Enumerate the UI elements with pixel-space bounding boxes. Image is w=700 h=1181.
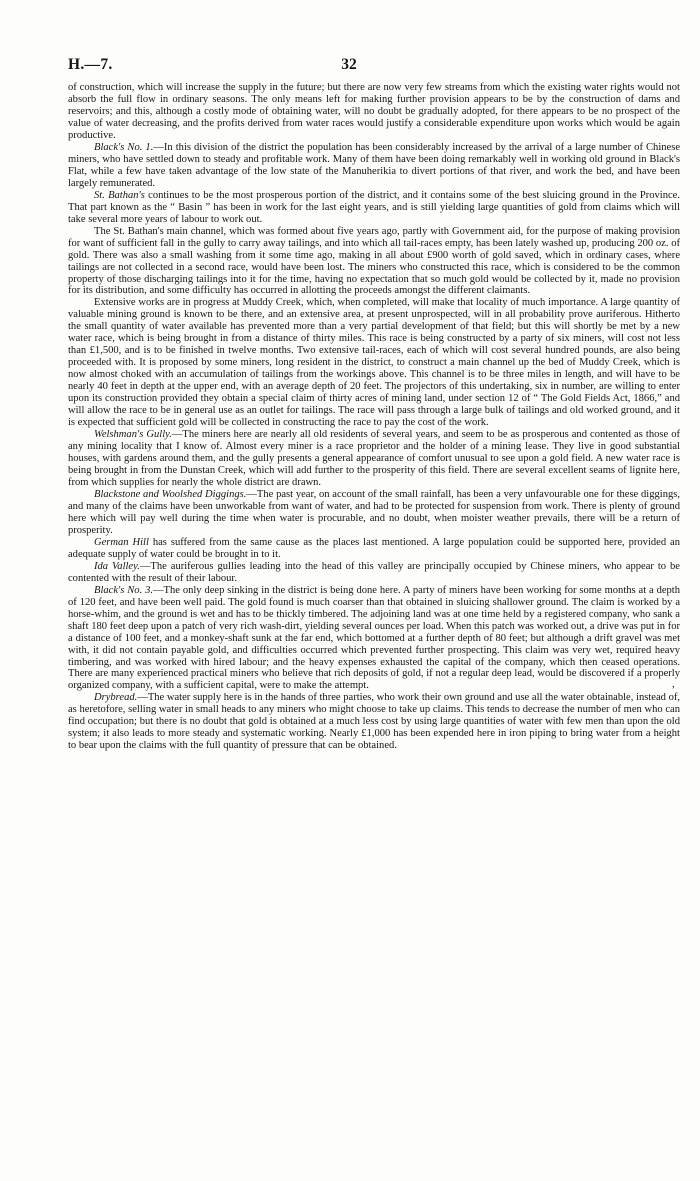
paragraph-st-bathans: St. Bathan's continues to be the most prosperous portion of the district, and it contains some of the best sluicing ground in the Province. That part known as the “ Basin ” has been in work for the last eight years, and is still yielding large quantities of gold from claims which will take several more years of labour to work out. xyxy=(68,189,680,225)
document-reference: H.—7. xyxy=(68,56,113,73)
section-heading: Ida Valley. xyxy=(94,560,140,572)
section-heading: Welshman's Gully. xyxy=(94,429,172,441)
section-heading: German Hill xyxy=(94,536,149,548)
report-body xyxy=(68,82,680,752)
section-heading: Drybread. xyxy=(94,692,138,704)
paragraph-continuation: of construction, which will increase the supply in the future; but there are now very few streams from which the existing water rights would not absorb the full flow in ordinary seasons. The only means left for making further provision appears to be by the construction of dams and reservoirs; and this, although a costly mode of obtaining water, will no doubt be gradually adopted, for there appears to be no prospect of the value of water decreasing, and the profits derived from water races would justify a considerable expenditure upon works which would be again productive. xyxy=(68,82,680,141)
paragraph-german-hill: German Hill has suffered from the same cause as the places last mentioned. A large population could be supported here, provided an adequate supply of water could be brought in to it. xyxy=(68,536,680,560)
paragraph-blackstone-woolshed: Blackstone and Woolshed Diggings.—The past year, on account of the small rainfall, has been a very unfavourable one for these diggings, and many of the claims have been unworkable from want of water, and had to be protected for suspension from work. There is plenty of ground here which will pay well during the time when water is procurable, and no doubt, when moister weather prevails, there will be a return of prosperity. xyxy=(68,488,680,536)
paragraph-muddy-creek: Extensive works are in progress at Muddy Creek, which, when completed, will make that locality of much importance. A large quantity of valuable mining ground is known to be there, and an extensive area, at present unprospected, will in all probability prove auriferous. Hitherto the small quantity of water available has prevented more than a very partial development of that field; but this will shortly be met by a new water race, which is being brought in from a distance of thirty miles. This race is being constructed by a party of six miners, will cost not less than £1,500, and is to be finished in twelve months. Two extensive tail-races, each of which will cost several hundred pounds, are also being proceeded with. It is proposed by some miners, long resident in the district, to construct a main channel up the bed of Muddy Creek, which is now almost choked with an accumulation of tailings from the workings above. This channel is to be three miles in length, and will have to be nearly 40 feet in depth at the upper end, with an average depth of 20 feet. The projectors of this undertaking, six in number, are willing to enter upon its construction provided they obtain a special claim of thirty acres of mining land, under section 12 of “ The Gold Fields Act, 1866,” and will allow the race to be in general use as an outlet for tailings. The race will pass through a large bulk of tailings and old worked ground, and it is expected that sufficient gold will be collected in constructing the race to pay the cost of the work. xyxy=(68,297,680,429)
paragraph-drybread: Drybread.—The water supply here is in the hands of three parties, who work their own ground and use all the water obtainable, instead of, as heretofore, selling water in small heads to any miners who might choose to take up claims. This tends to decrease the number of men who can find occupation; but there is no doubt that gold is obtained at a much less cost by using large quantities of water with few men than upon the old system; it also leads to more steady and systematic working. Nearly £1,000 has been expended here in iron piping to bring water from a height to bear upon the claims with the full quantity of pressure that can be obtained. xyxy=(68,692,680,752)
section-heading: Black's No. 1. xyxy=(94,141,154,153)
page-header xyxy=(68,56,630,76)
paragraph-blacks-no-1: Black's No. 1.—In this division of the district the population has been considerably increased by the arrival of a large number of Chinese miners, who have settled down to steady and profitable work. Many of them have been doing remarkably well in working old ground in Black's Flat, while a few have taken advantage of the low state of the Manuherikia to divert portions of that river, and work the bed, and have been largely remunerated. xyxy=(68,141,680,189)
paragraph-main-channel: The St. Bathan's main channel, which was formed about five years ago, partly with Government aid, for the purpose of making provision for want of sufficient fall in the gully to carry away tailings, and into which all tail-races empty, has been lately washed up, producing 200 oz. of gold. There was also a small washing from it some time ago, making in all about £900 worth of gold saved, which in ordinary cases, where tailings are not collected in a second race, would have been lost. The miners who constructed this race, which is considered to be the common property of those discharging tailings into it for the time, having no expectation that so much gold would be collected by it, made no provision for its distribution, and some difficulty has occurred in allotting the proceeds amongst the different claimants. xyxy=(68,225,680,297)
section-heading: St. Bathan's xyxy=(94,189,145,201)
section-heading: Black's No. 3. xyxy=(94,584,153,596)
margin-mark: , xyxy=(672,678,675,690)
paragraph-ida-valley: Ida Valley.—The auriferous gullies leading into the head of this valley are principally occupied by Chinese miners, who appear to be contented with the result of their labour. xyxy=(68,560,680,584)
section-heading: Blackstone and Woolshed Diggings. xyxy=(94,488,247,500)
paragraph-blacks-no-3: Black's No. 3.—The only deep sinking in the district is being done here. A party of miners have been working for some months at a depth of 120 feet, and have been well paid. The gold found is much coarser than that obtained in sluicing shallower ground. The claim is worked by a horse-whim, and the ground is wet and has to be thickly timbered. The adjoining land was at one time held by a registered company, who sank a shaft 180 feet deep upon a patch of very rich wash-dirt, yielding several ounces per load. When this patch was worked out, a drive was put in for a distance of 100 feet, and a monkey-shaft sunk at the far end, which bottomed at a further depth of 80 feet; but although a drift gravel was met with, it did not contain payable gold, and difficulties occurred which prevented further prospecting. This claim was very wet, required heavy timbering, and was worked with hired labour; and the heavy expenses exhausted the capital of the company, which then ceased operations. There are many experienced practical miners who believe that rich deposits of gold, if not a regular deep lead, would be discovered if a properly organized company, with a sufficient capital, were to make the attempt. xyxy=(68,584,681,692)
paragraph-welshmans-gully: Welshman's Gully.—The miners here are nearly all old residents of several years, and seem to be as prosperous and contented as those of any mining locality that I know of. Almost every miner is a race proprietor and the holder of a mining lease. They live in good substantial houses, with gardens around them, and the gully presents a general appearance of comfort unusual to see upon a gold field. A new water race is being brought in from the Dunstan Creek, which will add further to the prosperity of this field. There are several excellent seams of lignite here, from which supplies for nearly the whole district are drawn. xyxy=(68,429,680,488)
page-number: 32 xyxy=(341,56,357,73)
